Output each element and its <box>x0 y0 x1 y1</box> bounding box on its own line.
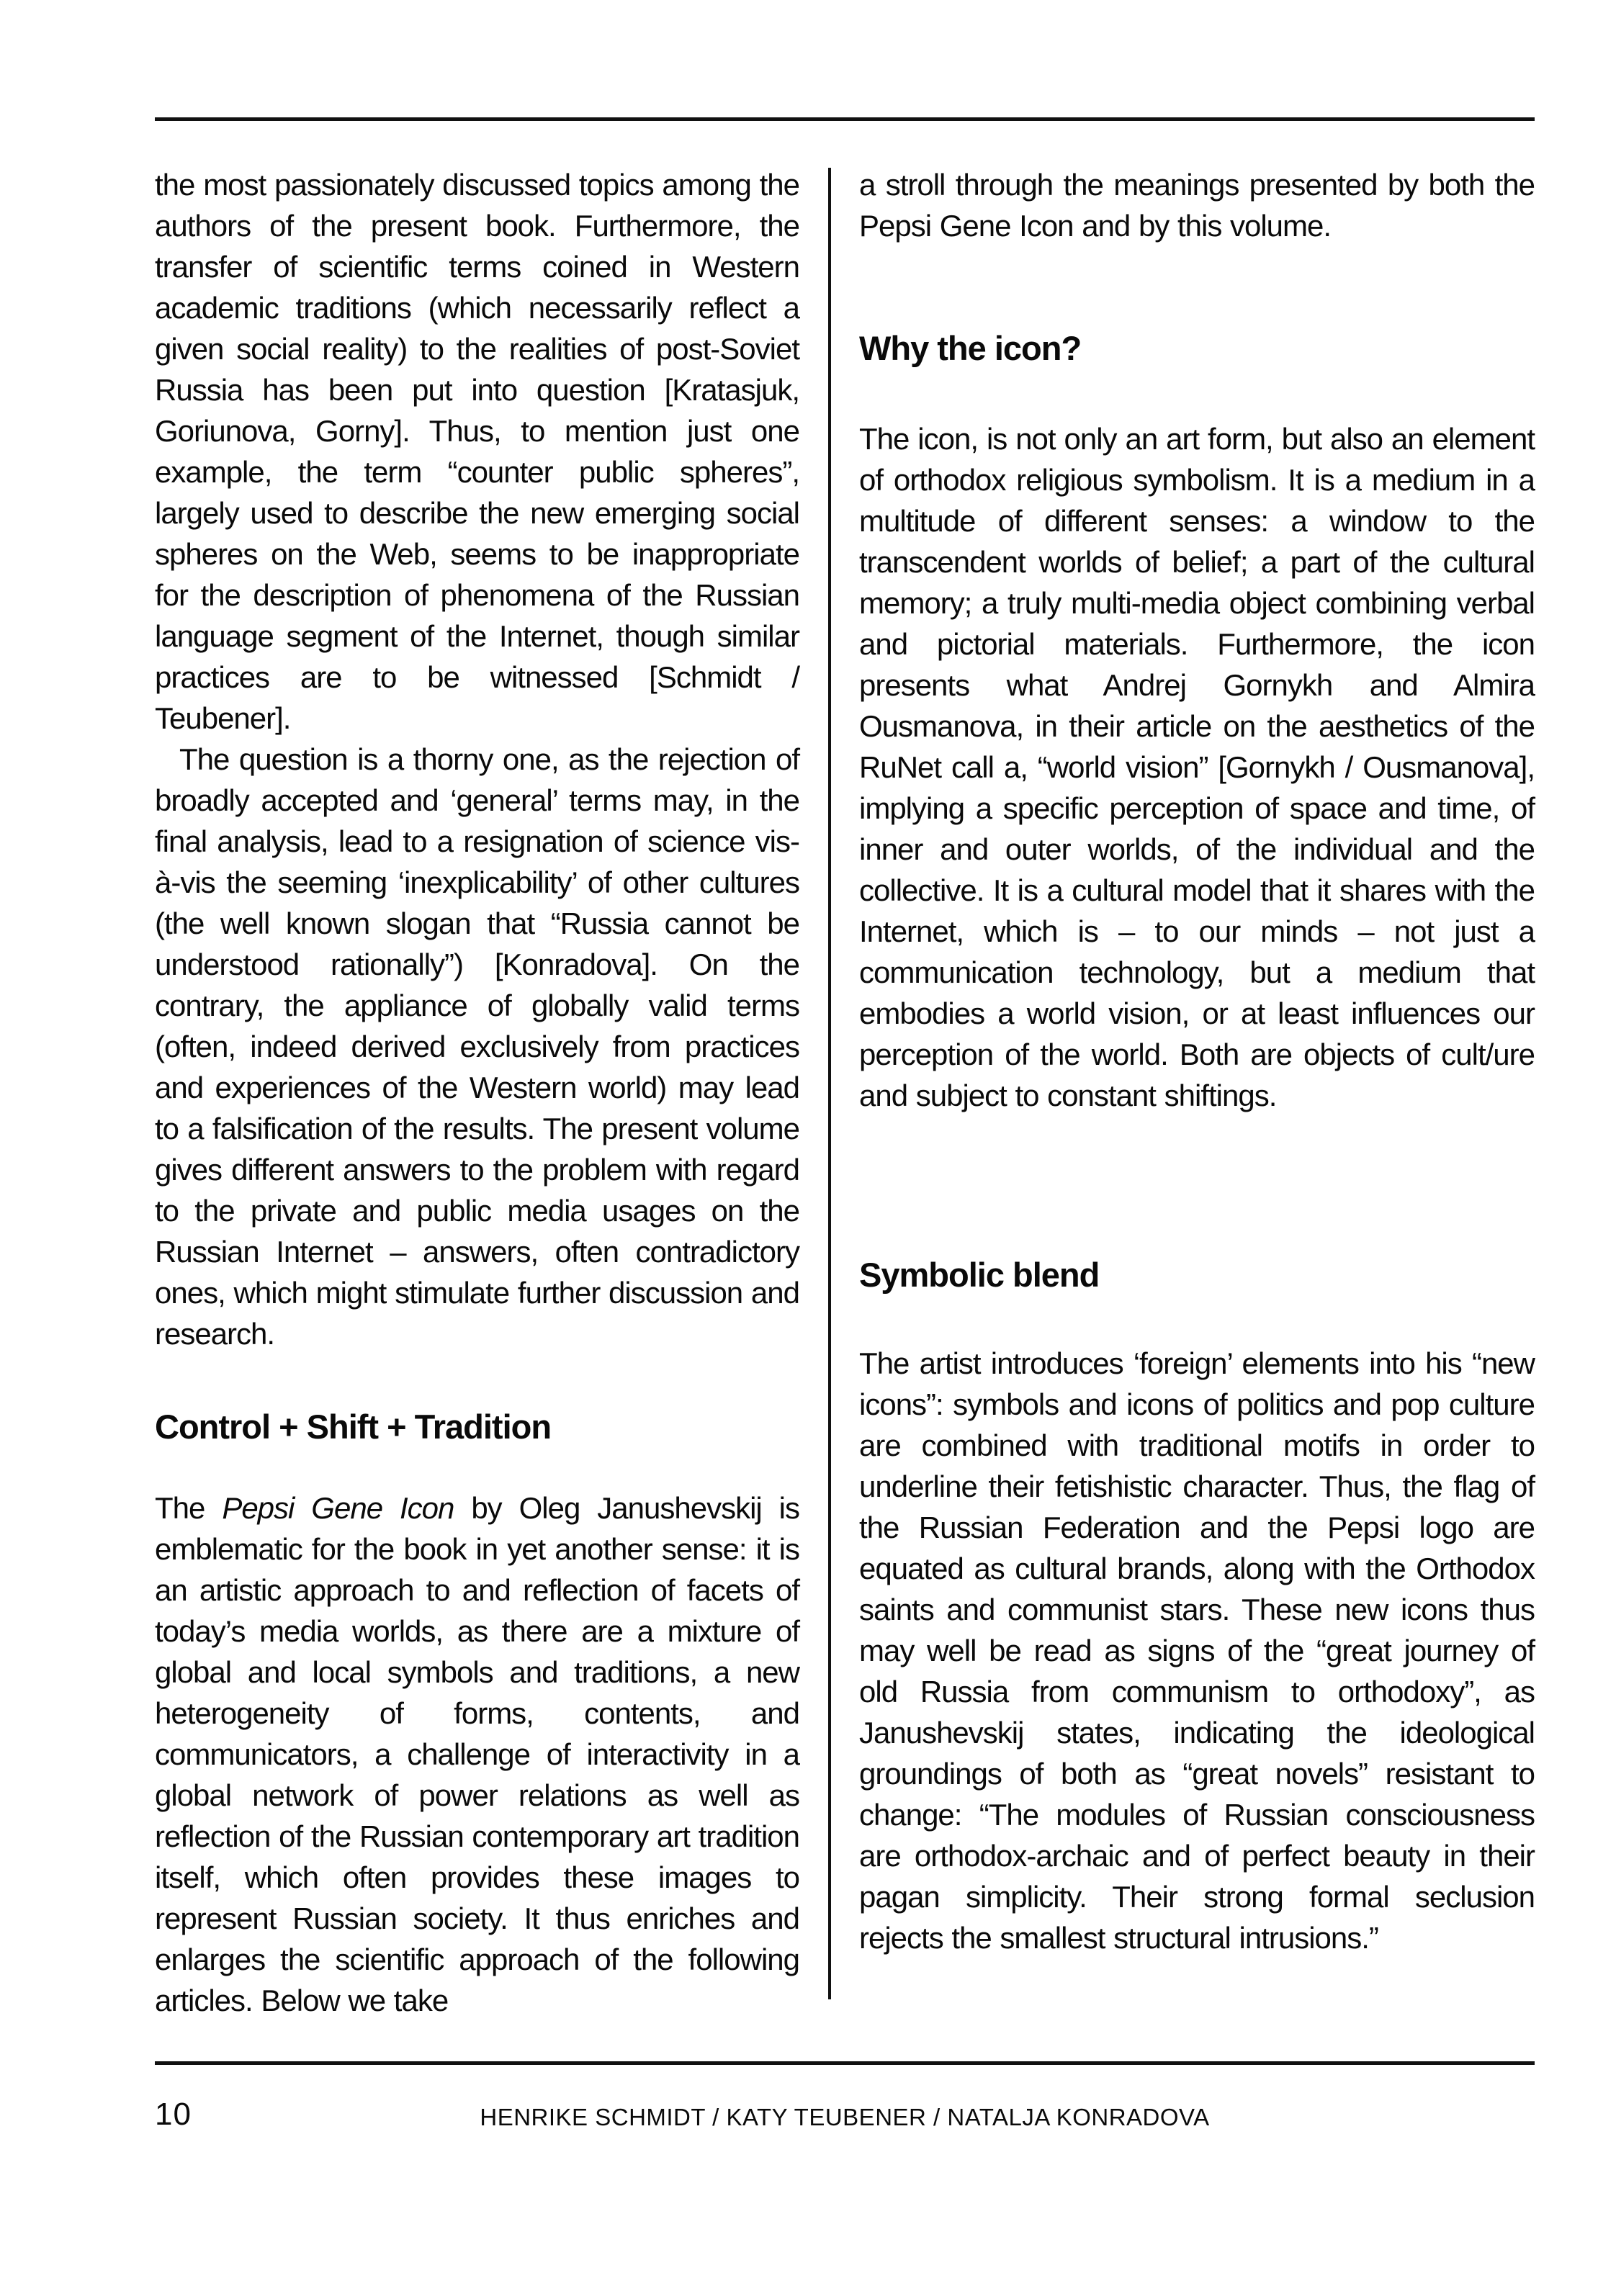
running-footer-authors: HENRIKE SCHMIDT / KATY TEUBENER / NATALJA KONRADOVA <box>480 2104 1210 2130</box>
left-column-text-block <box>155 164 799 1354</box>
work-title-italic: Pepsi Gene Icon <box>222 1491 454 1525</box>
paragraph-lead: The <box>155 1491 223 1525</box>
page-number: 10 <box>155 2097 192 2132</box>
right-column-text-block <box>859 164 1535 246</box>
section-heading-symbolic-blend: Symbolic blend <box>859 1256 1100 1294</box>
section-heading-why-the-icon: Why the icon? <box>859 329 1082 367</box>
top-rule <box>155 117 1535 121</box>
footer-rule <box>155 2061 1535 2065</box>
paragraph <box>155 1487 799 2021</box>
paragraph: The question is a thorny one, as the rejection of broadly accepted and ‘general’ terms may, in the final analysis, lead to a resignation of science vis-à-vis the seeming ‘inexplicability’ of other cultures (the well known slogan that “Russia cannot be understood rationally”) [Konradova]. On the contrary, the appliance of globally valid terms (often, indeed derived exclusively from practices and experiences of the Western world) may lead to a falsification of the results. The present volume gives different answers to the problem with regard to the private and public media usages on the Russian Internet – answers, often contradictory ones, which might stimulate further discussion and research. <box>155 742 799 1351</box>
column-divider-rule <box>828 168 831 1999</box>
left-column-text-block-2 <box>155 1487 799 2021</box>
paragraph: a stroll through the meanings presented by both the Pepsi Gene Icon and by this volume. <box>859 168 1535 243</box>
right-column-text-block-3 <box>859 1343 1535 1958</box>
section-heading-control-shift-tradition: Control + Shift + Tradition <box>155 1408 552 1446</box>
paragraph: The icon, is not only an art form, but also an element of orthodox religious symbolism. It is a medium in a multitude of different senses: a window to the transcendent worlds of belief; a part of the cultural memory; a truly multi-media object combining verbal and pictorial materials. Furthermore, the icon presents what Andrej Gornykh and Almira Ousmanova, in their article on the aesthetics of the RuNet call a, “world vision” [Gornykh / Ousmanova], implying a specific perception of space and time, of inner and outer worlds, of the individual and the collective. It is a cultural model that it shares with the Internet, which is – to our minds – not just a communication technology, but a medium that embodies a world vision, or at least influences our perception of the world. Both are objects of cult/ure and subject to constant shiftings. <box>859 422 1535 1112</box>
right-column-text-block-2 <box>859 418 1535 1116</box>
paragraph: The artist introduces ‘foreign’ elements into his “new icons”: symbols and icons of politics and pop culture are combined with traditional motifs in order to underline their fetishistic character. Thus, the flag of the Russian Federation and the Pepsi logo are equated as cultural brands, along with the Orthodox saints and communist stars. These new icons thus may well be read as signs of the “great journey of old Russia from communism to orthodoxy”, as Janushevskij states, indicating the ideological groundings of both as “great novels” resistant to change: “The modules of Russian consciousness are orthodox-archaic and of perfect beauty in their pagan simplicity. Their strong formal seclusion rejects the smallest structural intrusions.” <box>859 1346 1535 1955</box>
paragraph: the most passionately discussed topics among the authors of the present book. Furthermore, the transfer of scientific terms coined in Western academic traditions (which necessarily reflect a given social reality) to the realities of post-Soviet Russia has been put into question [Kratasjuk, Goriunova, Gorny]. Thus, to mention just one example, the term “counter public spheres”, largely used to describe the new emerging social spheres on the Web, seems to be inappropriate for the description of phenomena of the Russian language segment of the Internet, though similar practices are to be witnessed [Schmidt / Teubener]. <box>155 168 799 735</box>
paragraph-rest: by Oleg Janushevskij is emblematic for the book in yet another sense: it is an artistic approach to and reflection of facets of today’s media worlds, as there are a mixture of global and local symbols and traditions, a new heterogeneity of forms, contents, and communicators, a challenge of interactivity in a global network of power relations as well as reflection of the Russian contemporary art tradition itself, which often provides these images to represent Russian society. It thus enriches and enlarges the scientific approach of the following articles. Below we take <box>155 1491 799 2017</box>
